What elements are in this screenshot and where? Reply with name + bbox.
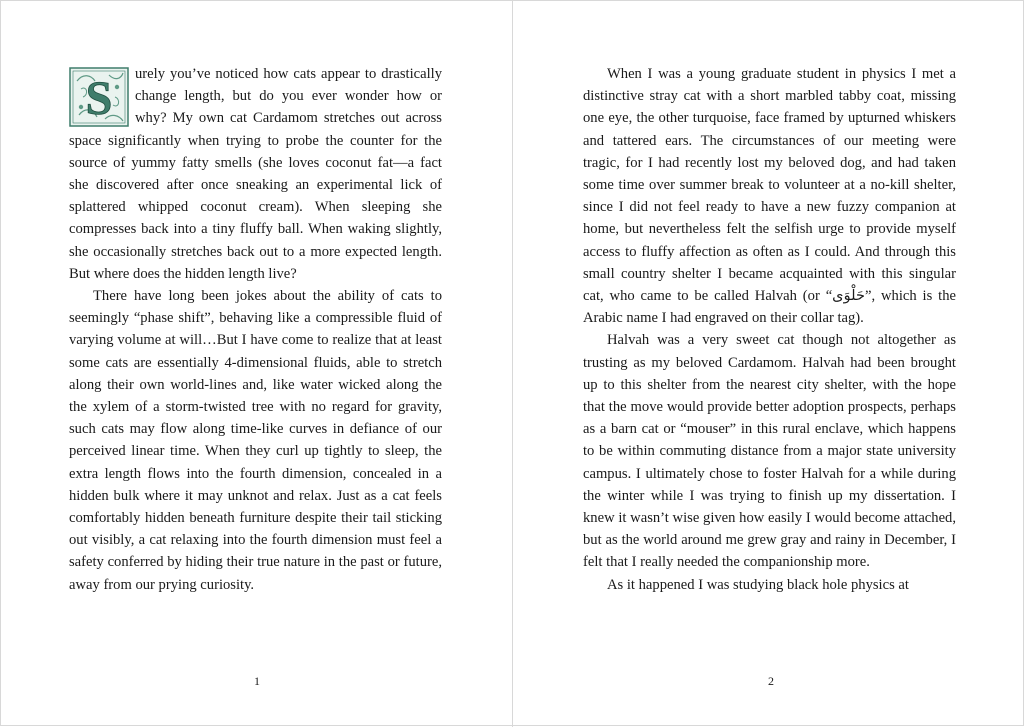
left-page bbox=[1, 1, 513, 727]
right-paragraph-1: When I was a young graduate student in physics I met a distinctive stray cat with a short marbled tabby coat, missing one eye, the other turquoise, face framed by upturned whiskers and tattered ears. The circumstances of our meeting were tragic, for I had recently lost my beloved dog, and had taken some time over summer break to volunteer at a no-kill shelter, since I did not feel ready to have a new fuzzy companion at home, but nevertheless felt the selfish urge to provide myself access to fluffy affection as often as I could. And through this small country shelter I became acquainted with this singular cat, who came to be called Halvah (or “حَلْوَى”, which is the Arabic name I had engraved on their collar tag). bbox=[583, 66, 956, 327]
dropcap-letter: S bbox=[85, 72, 113, 125]
right-page bbox=[513, 1, 1024, 727]
page-number-right: 2 bbox=[768, 674, 774, 688]
right-text-block bbox=[583, 63, 956, 596]
left-paragraph-1-text: urely you’ve noticed how cats appear to drastically change length, but do you ever wonder how or why? My own cat Cardamom stretches out across space significantly when trying to probe the counter for the source of yummy fatty smells (she loves coconut fat—a fact she discovered after once sneaking an experimental lick of splattered whipped coconut cream). When sleeping she compresses back into a tiny fluffy ball. When waking slightly, she occasionally stretches back out to a more expected length. But where does the hidden length live? bbox=[69, 66, 442, 282]
right-paragraph-2: Halvah was a very sweet cat though not altogether as trusting as my beloved Cardamom. Halvah had been brought up to this shelter from the nearest city shelter, with the hope that the move would provide better adoption prospects, perhaps as a barn cat or “mouser” in this rural enclave, which happens to be within commuting distance from a major state university campus. I ultimately chose to foster Halvah for a while during the winter while I was trying to finish up my dissertation. I knew it wasn’t wise given how easily I would become attached, but as the world around me grew gray and rainy in December, I felt that I really needed the companionship more. bbox=[583, 332, 956, 571]
left-paragraph-2: There have long been jokes about the ability of cats to seemingly “phase shift”, behaving like a compressible fluid of varying volume at will…But I have come to realize that at least some cats are essentially 4-dimensional fluids, able to stretch along their own world-lines and, like water wicked along the the xylem of a storm-twisted tree with no regard for gravity, such cats may flow along time-like curves in defiance of our perceived linear time. When they curl up tightly to sleep, the extra length flows into the fourth dimension, concealed in a hidden bulk where it may unknot and relax. Just as a cat feels comfortably hidden beneath furniture despite their tail sticking out visibly, a cat relaxing into the fourth dimension must feel a safety conferred by hiding their true nature in the past or future, away from our prying curiosity. bbox=[69, 288, 442, 593]
left-paragraph-1 bbox=[69, 63, 442, 285]
left-text-block bbox=[69, 63, 442, 596]
right-paragraph-3: As it happened I was studying black hole physics at bbox=[607, 576, 909, 593]
ornamental-dropcap-icon bbox=[69, 67, 129, 127]
page-number-left: 1 bbox=[254, 674, 260, 688]
